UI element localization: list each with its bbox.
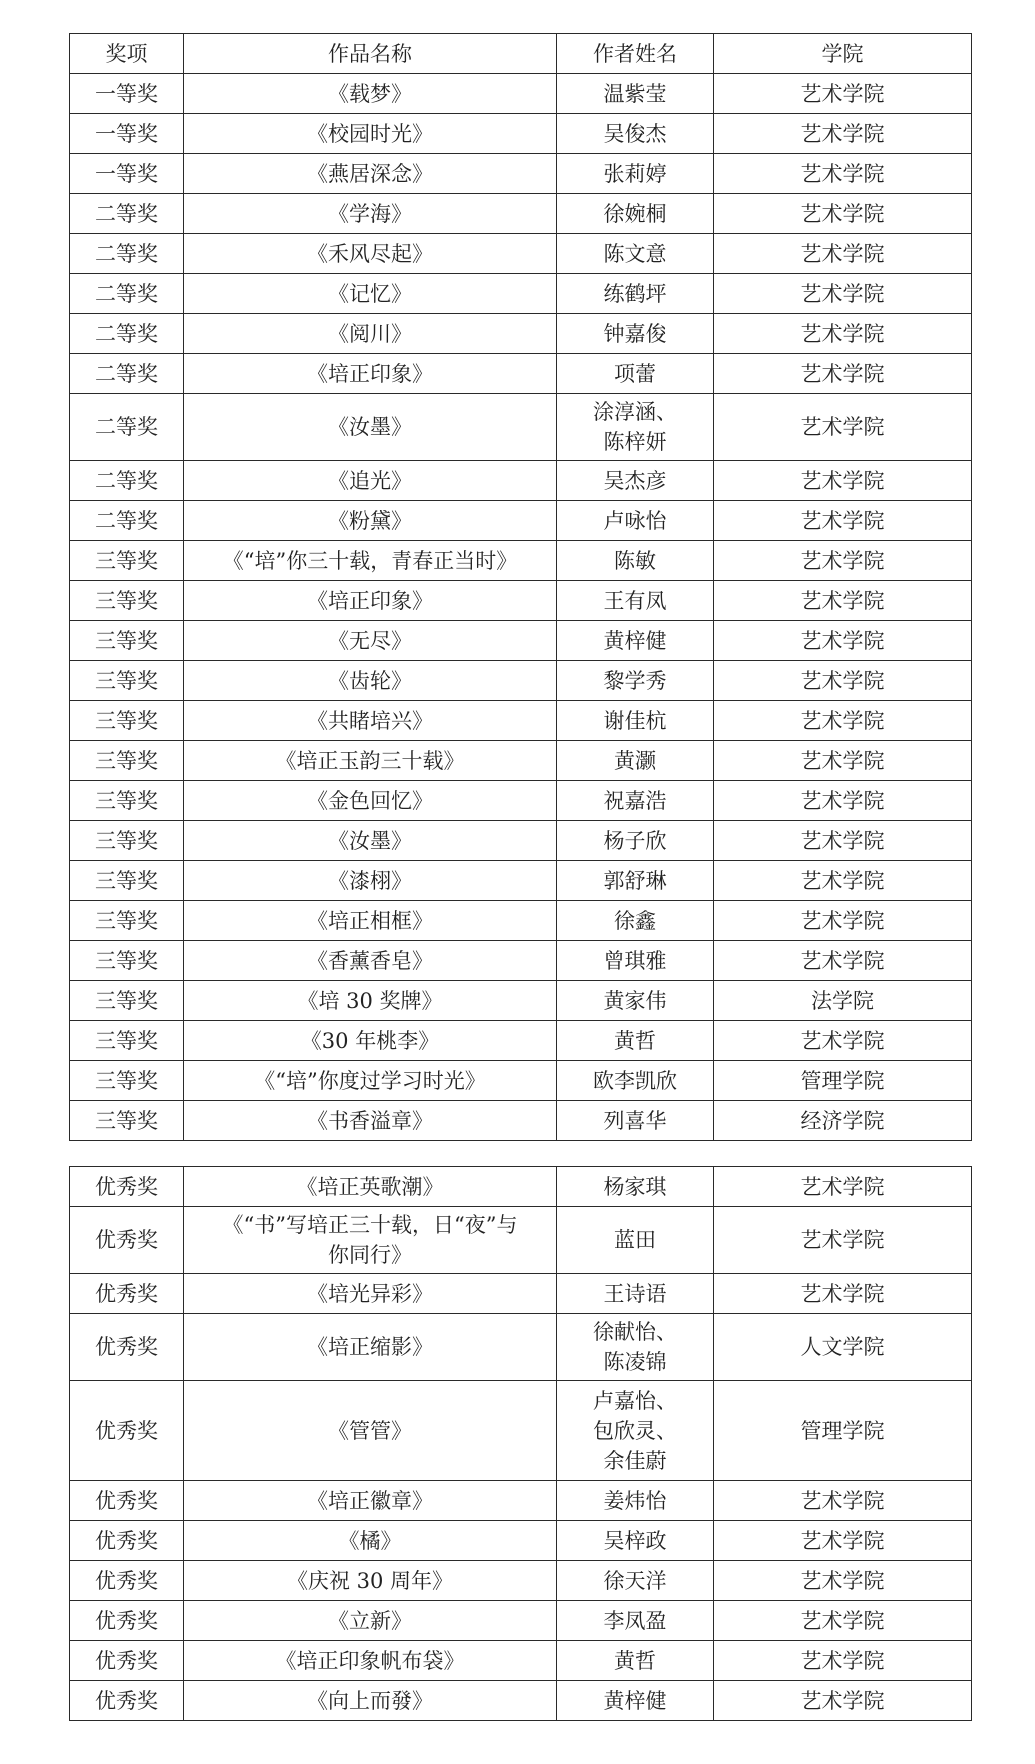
award-cell: 三等奖	[70, 901, 184, 941]
author-cell	[557, 194, 714, 234]
award-cell: 优秀奖	[70, 1681, 184, 1721]
award-cell: 二等奖	[70, 354, 184, 394]
award-cell: 二等奖	[70, 194, 184, 234]
author-line: 杨子欣	[603, 828, 667, 853]
college-cell: 艺术学院	[714, 1481, 972, 1521]
author-cell	[557, 1101, 714, 1141]
table-row	[70, 701, 972, 741]
college-cell: 法学院	[714, 981, 972, 1021]
table-row	[70, 581, 972, 621]
author-line: 王有凤	[603, 588, 667, 613]
award-cell: 三等奖	[70, 581, 184, 621]
title-cell	[184, 1521, 557, 1561]
header-row	[70, 34, 972, 74]
title-line: 《培光异彩》	[307, 1281, 433, 1306]
award-cell: 三等奖	[70, 741, 184, 781]
author-cell	[557, 741, 714, 781]
award-cell: 三等奖	[70, 941, 184, 981]
college-cell: 艺术学院	[714, 74, 972, 114]
awards-table-excellence	[69, 1166, 972, 1721]
college-cell: 艺术学院	[714, 461, 972, 501]
title-line: 《立新》	[328, 1608, 412, 1633]
college-cell: 艺术学院	[714, 941, 972, 981]
author-cell	[557, 354, 714, 394]
author-cell	[557, 1381, 714, 1481]
author-line: 谢佳杭	[603, 708, 667, 733]
award-cell: 优秀奖	[70, 1207, 184, 1274]
author-line: 蓝田	[614, 1228, 656, 1252]
table-row	[70, 981, 972, 1021]
table-row	[70, 394, 972, 461]
title-cell: 《载梦》	[184, 74, 557, 114]
table-row	[70, 1274, 972, 1314]
title-cell	[184, 1314, 557, 1381]
author-cell	[557, 661, 714, 701]
author-line: 温紫莹	[603, 81, 667, 106]
table-row	[70, 1381, 972, 1481]
author-line: 黄哲	[614, 1648, 656, 1673]
table-row	[70, 621, 972, 661]
award-cell: 优秀奖	[70, 1521, 184, 1561]
table-row	[70, 114, 972, 154]
title-cell: 《共睹培兴》	[184, 701, 557, 741]
author-cell	[557, 861, 714, 901]
college-cell: 艺术学院	[714, 1681, 972, 1721]
author-cell	[557, 394, 714, 461]
author-line: 张莉婷	[603, 161, 667, 186]
header-title: 作品名称	[184, 34, 557, 74]
title-cell: 《香薰香皂》	[184, 941, 557, 981]
author-line: 杨家琪	[603, 1174, 667, 1199]
author-cell	[557, 981, 714, 1021]
author-line: 陈敏	[614, 548, 656, 573]
author-cell	[557, 541, 714, 581]
author-cell	[557, 1021, 714, 1061]
title-cell: 《追光》	[184, 461, 557, 501]
table-row	[70, 314, 972, 354]
author-cell	[557, 941, 714, 981]
table-row	[70, 1601, 972, 1641]
author-line: 列喜华	[603, 1108, 667, 1133]
award-cell: 优秀奖	[70, 1561, 184, 1601]
college-cell: 艺术学院	[714, 621, 972, 661]
award-cell: 三等奖	[70, 1021, 184, 1061]
college-cell: 艺术学院	[714, 1021, 972, 1061]
college-cell: 艺术学院	[714, 394, 972, 461]
title-line: 《培正徽章》	[307, 1488, 433, 1513]
author-line: 黄梓健	[603, 1688, 667, 1713]
college-cell: 艺术学院	[714, 781, 972, 821]
college-cell: 艺术学院	[714, 154, 972, 194]
award-cell: 三等奖	[70, 781, 184, 821]
title-cell: 《汝墨》	[184, 821, 557, 861]
table-row	[70, 901, 972, 941]
title-line: 《橘》	[338, 1528, 402, 1553]
title-cell: 《无尽》	[184, 621, 557, 661]
award-cell: 一等奖	[70, 74, 184, 114]
title-cell	[184, 1207, 557, 1274]
college-cell: 艺术学院	[714, 234, 972, 274]
author-cell	[557, 621, 714, 661]
author-line: 欧李凯欣	[593, 1068, 677, 1093]
author-line: 徐献怡、	[593, 1320, 677, 1344]
author-line: 徐天洋	[603, 1568, 667, 1593]
title-cell: 《齿轮》	[184, 661, 557, 701]
title-cell	[184, 1481, 557, 1521]
title-cell: 《培正玉韵三十载》	[184, 741, 557, 781]
award-cell: 二等奖	[70, 461, 184, 501]
author-cell	[557, 314, 714, 354]
title-line: 《“书”写培正三十载，日“夜”与	[222, 1213, 518, 1237]
award-cell: 优秀奖	[70, 1167, 184, 1207]
award-cell: 三等奖	[70, 1061, 184, 1101]
author-cell	[557, 1561, 714, 1601]
title-line: 《管管》	[328, 1418, 412, 1443]
table-row	[70, 661, 972, 701]
college-cell: 艺术学院	[714, 501, 972, 541]
table-row	[70, 1021, 972, 1061]
college-cell: 管理学院	[714, 1381, 972, 1481]
award-cell: 三等奖	[70, 981, 184, 1021]
title-cell	[184, 1561, 557, 1601]
award-cell: 二等奖	[70, 234, 184, 274]
author-cell	[557, 1481, 714, 1521]
author-line: 曾琪雅	[603, 948, 667, 973]
author-line: 祝嘉浩	[603, 788, 667, 813]
award-cell: 优秀奖	[70, 1274, 184, 1314]
college-cell: 艺术学院	[714, 581, 972, 621]
header-college: 学院	[714, 34, 972, 74]
college-cell: 艺术学院	[714, 1207, 972, 1274]
college-cell: 艺术学院	[714, 821, 972, 861]
author-line: 陈凌锦	[603, 1350, 667, 1374]
college-cell: 艺术学院	[714, 661, 972, 701]
table-row	[70, 74, 972, 114]
award-cell: 三等奖	[70, 621, 184, 661]
author-cell	[557, 1167, 714, 1207]
table-row	[70, 1681, 972, 1721]
table-row	[70, 1521, 972, 1561]
title-cell	[184, 1167, 557, 1207]
header-author: 作者姓名	[557, 34, 714, 74]
award-cell: 二等奖	[70, 501, 184, 541]
award-cell: 三等奖	[70, 661, 184, 701]
table-row	[70, 941, 972, 981]
college-cell: 艺术学院	[714, 1167, 972, 1207]
award-cell: 三等奖	[70, 861, 184, 901]
title-cell: 《燕居深念》	[184, 154, 557, 194]
title-line: 《培正缩影》	[307, 1335, 433, 1359]
author-line: 陈文意	[603, 241, 667, 266]
author-line: 黄家伟	[603, 988, 667, 1013]
author-line: 黄灏	[614, 748, 656, 773]
author-line: 涂淳涵、	[593, 400, 677, 424]
college-cell: 艺术学院	[714, 1601, 972, 1641]
table-row	[70, 741, 972, 781]
title-line: 《向上而發》	[307, 1688, 433, 1713]
table-row	[70, 1641, 972, 1681]
author-cell	[557, 154, 714, 194]
award-cell: 二等奖	[70, 274, 184, 314]
college-cell: 艺术学院	[714, 114, 972, 154]
author-cell	[557, 501, 714, 541]
table-row	[70, 1101, 972, 1141]
college-cell: 艺术学院	[714, 314, 972, 354]
table-row	[70, 1167, 972, 1207]
award-cell: 二等奖	[70, 314, 184, 354]
award-cell: 一等奖	[70, 114, 184, 154]
author-line: 钟嘉俊	[603, 321, 667, 346]
award-cell: 优秀奖	[70, 1601, 184, 1641]
title-cell: 《30 年桃李》	[184, 1021, 557, 1061]
author-cell	[557, 1274, 714, 1314]
title-cell: 《书香溢章》	[184, 1101, 557, 1141]
award-cell: 三等奖	[70, 1101, 184, 1141]
author-cell	[557, 461, 714, 501]
author-line: 包欣灵、	[593, 1418, 677, 1443]
author-line: 卢嘉怡、	[593, 1388, 677, 1413]
title-line: 你同行》	[328, 1243, 412, 1267]
author-line: 吴俊杰	[603, 121, 667, 146]
table-row	[70, 154, 972, 194]
author-line: 陈梓妍	[603, 430, 667, 454]
author-cell	[557, 901, 714, 941]
college-cell: 艺术学院	[714, 1561, 972, 1601]
author-line: 黎学秀	[603, 668, 667, 693]
college-cell: 艺术学院	[714, 194, 972, 234]
title-cell: 《金色回忆》	[184, 781, 557, 821]
title-cell: 《“培”你度过学习时光》	[184, 1061, 557, 1101]
table-row	[70, 461, 972, 501]
title-line: 《培正印象帆布袋》	[275, 1648, 465, 1673]
author-line: 郭舒琳	[603, 868, 667, 893]
author-line: 李凤盈	[603, 1608, 667, 1633]
author-cell	[557, 114, 714, 154]
table-row	[70, 821, 972, 861]
title-cell: 《粉黛》	[184, 501, 557, 541]
college-cell: 艺术学院	[714, 1641, 972, 1681]
title-cell: 《漆栩》	[184, 861, 557, 901]
author-line: 吴杰彦	[603, 468, 667, 493]
table-row	[70, 501, 972, 541]
author-line: 王诗语	[603, 1281, 667, 1306]
author-cell	[557, 781, 714, 821]
college-cell: 管理学院	[714, 1061, 972, 1101]
college-cell: 艺术学院	[714, 541, 972, 581]
author-cell	[557, 74, 714, 114]
author-line: 姜炜怡	[603, 1488, 667, 1513]
title-cell	[184, 1381, 557, 1481]
author-line: 吴梓政	[603, 1528, 667, 1553]
author-cell	[557, 234, 714, 274]
college-cell: 艺术学院	[714, 1274, 972, 1314]
title-line: 《培正英歌潮》	[296, 1174, 444, 1199]
author-cell	[557, 1314, 714, 1381]
header-award: 奖项	[70, 34, 184, 74]
college-cell: 艺术学院	[714, 1521, 972, 1561]
author-line: 徐鑫	[614, 908, 656, 933]
table-row	[70, 1061, 972, 1101]
title-cell: 《阅川》	[184, 314, 557, 354]
college-cell: 艺术学院	[714, 741, 972, 781]
table-row	[70, 1561, 972, 1601]
author-line: 项蕾	[614, 361, 656, 386]
author-cell	[557, 1641, 714, 1681]
table-row	[70, 781, 972, 821]
title-cell	[184, 1681, 557, 1721]
author-cell	[557, 581, 714, 621]
author-cell	[557, 1681, 714, 1721]
award-cell: 三等奖	[70, 821, 184, 861]
author-line: 徐婉桐	[603, 201, 667, 226]
table-row	[70, 1314, 972, 1381]
title-cell: 《禾风尽起》	[184, 234, 557, 274]
table-row	[70, 541, 972, 581]
title-cell: 《汝墨》	[184, 394, 557, 461]
title-line: 《庆祝 30 周年》	[286, 1568, 454, 1593]
college-cell: 艺术学院	[714, 901, 972, 941]
award-cell: 三等奖	[70, 701, 184, 741]
author-cell	[557, 1521, 714, 1561]
award-cell: 优秀奖	[70, 1481, 184, 1521]
college-cell: 经济学院	[714, 1101, 972, 1141]
college-cell: 艺术学院	[714, 861, 972, 901]
table-row	[70, 234, 972, 274]
author-line: 余佳蔚	[603, 1448, 667, 1473]
table-row	[70, 1481, 972, 1521]
title-cell: 《培 30 奖牌》	[184, 981, 557, 1021]
author-cell	[557, 821, 714, 861]
college-cell: 艺术学院	[714, 354, 972, 394]
author-cell	[557, 274, 714, 314]
awards-table-main	[69, 33, 972, 1141]
author-cell	[557, 1207, 714, 1274]
award-cell: 优秀奖	[70, 1314, 184, 1381]
college-cell: 人文学院	[714, 1314, 972, 1381]
title-cell	[184, 1274, 557, 1314]
author-line: 黄梓健	[603, 628, 667, 653]
college-cell: 艺术学院	[714, 701, 972, 741]
award-cell: 一等奖	[70, 154, 184, 194]
title-cell: 《学海》	[184, 194, 557, 234]
title-cell: 《校园时光》	[184, 114, 557, 154]
title-cell: 《“培”你三十载，青春正当时》	[184, 541, 557, 581]
title-cell: 《培正印象》	[184, 354, 557, 394]
title-cell: 《记忆》	[184, 274, 557, 314]
table-row	[70, 354, 972, 394]
college-cell: 艺术学院	[714, 274, 972, 314]
award-cell: 二等奖	[70, 394, 184, 461]
author-cell	[557, 701, 714, 741]
table-row	[70, 194, 972, 234]
table-row	[70, 1207, 972, 1274]
title-cell	[184, 1601, 557, 1641]
author-cell	[557, 1061, 714, 1101]
award-cell: 优秀奖	[70, 1381, 184, 1481]
title-cell: 《培正印象》	[184, 581, 557, 621]
award-cell: 三等奖	[70, 541, 184, 581]
author-line: 黄哲	[614, 1028, 656, 1053]
table-row	[70, 274, 972, 314]
author-line: 卢咏怡	[603, 508, 667, 533]
title-cell	[184, 1641, 557, 1681]
award-cell: 优秀奖	[70, 1641, 184, 1681]
author-line: 练鹤坪	[603, 281, 667, 306]
title-cell: 《培正相框》	[184, 901, 557, 941]
author-cell	[557, 1601, 714, 1641]
table-row	[70, 861, 972, 901]
